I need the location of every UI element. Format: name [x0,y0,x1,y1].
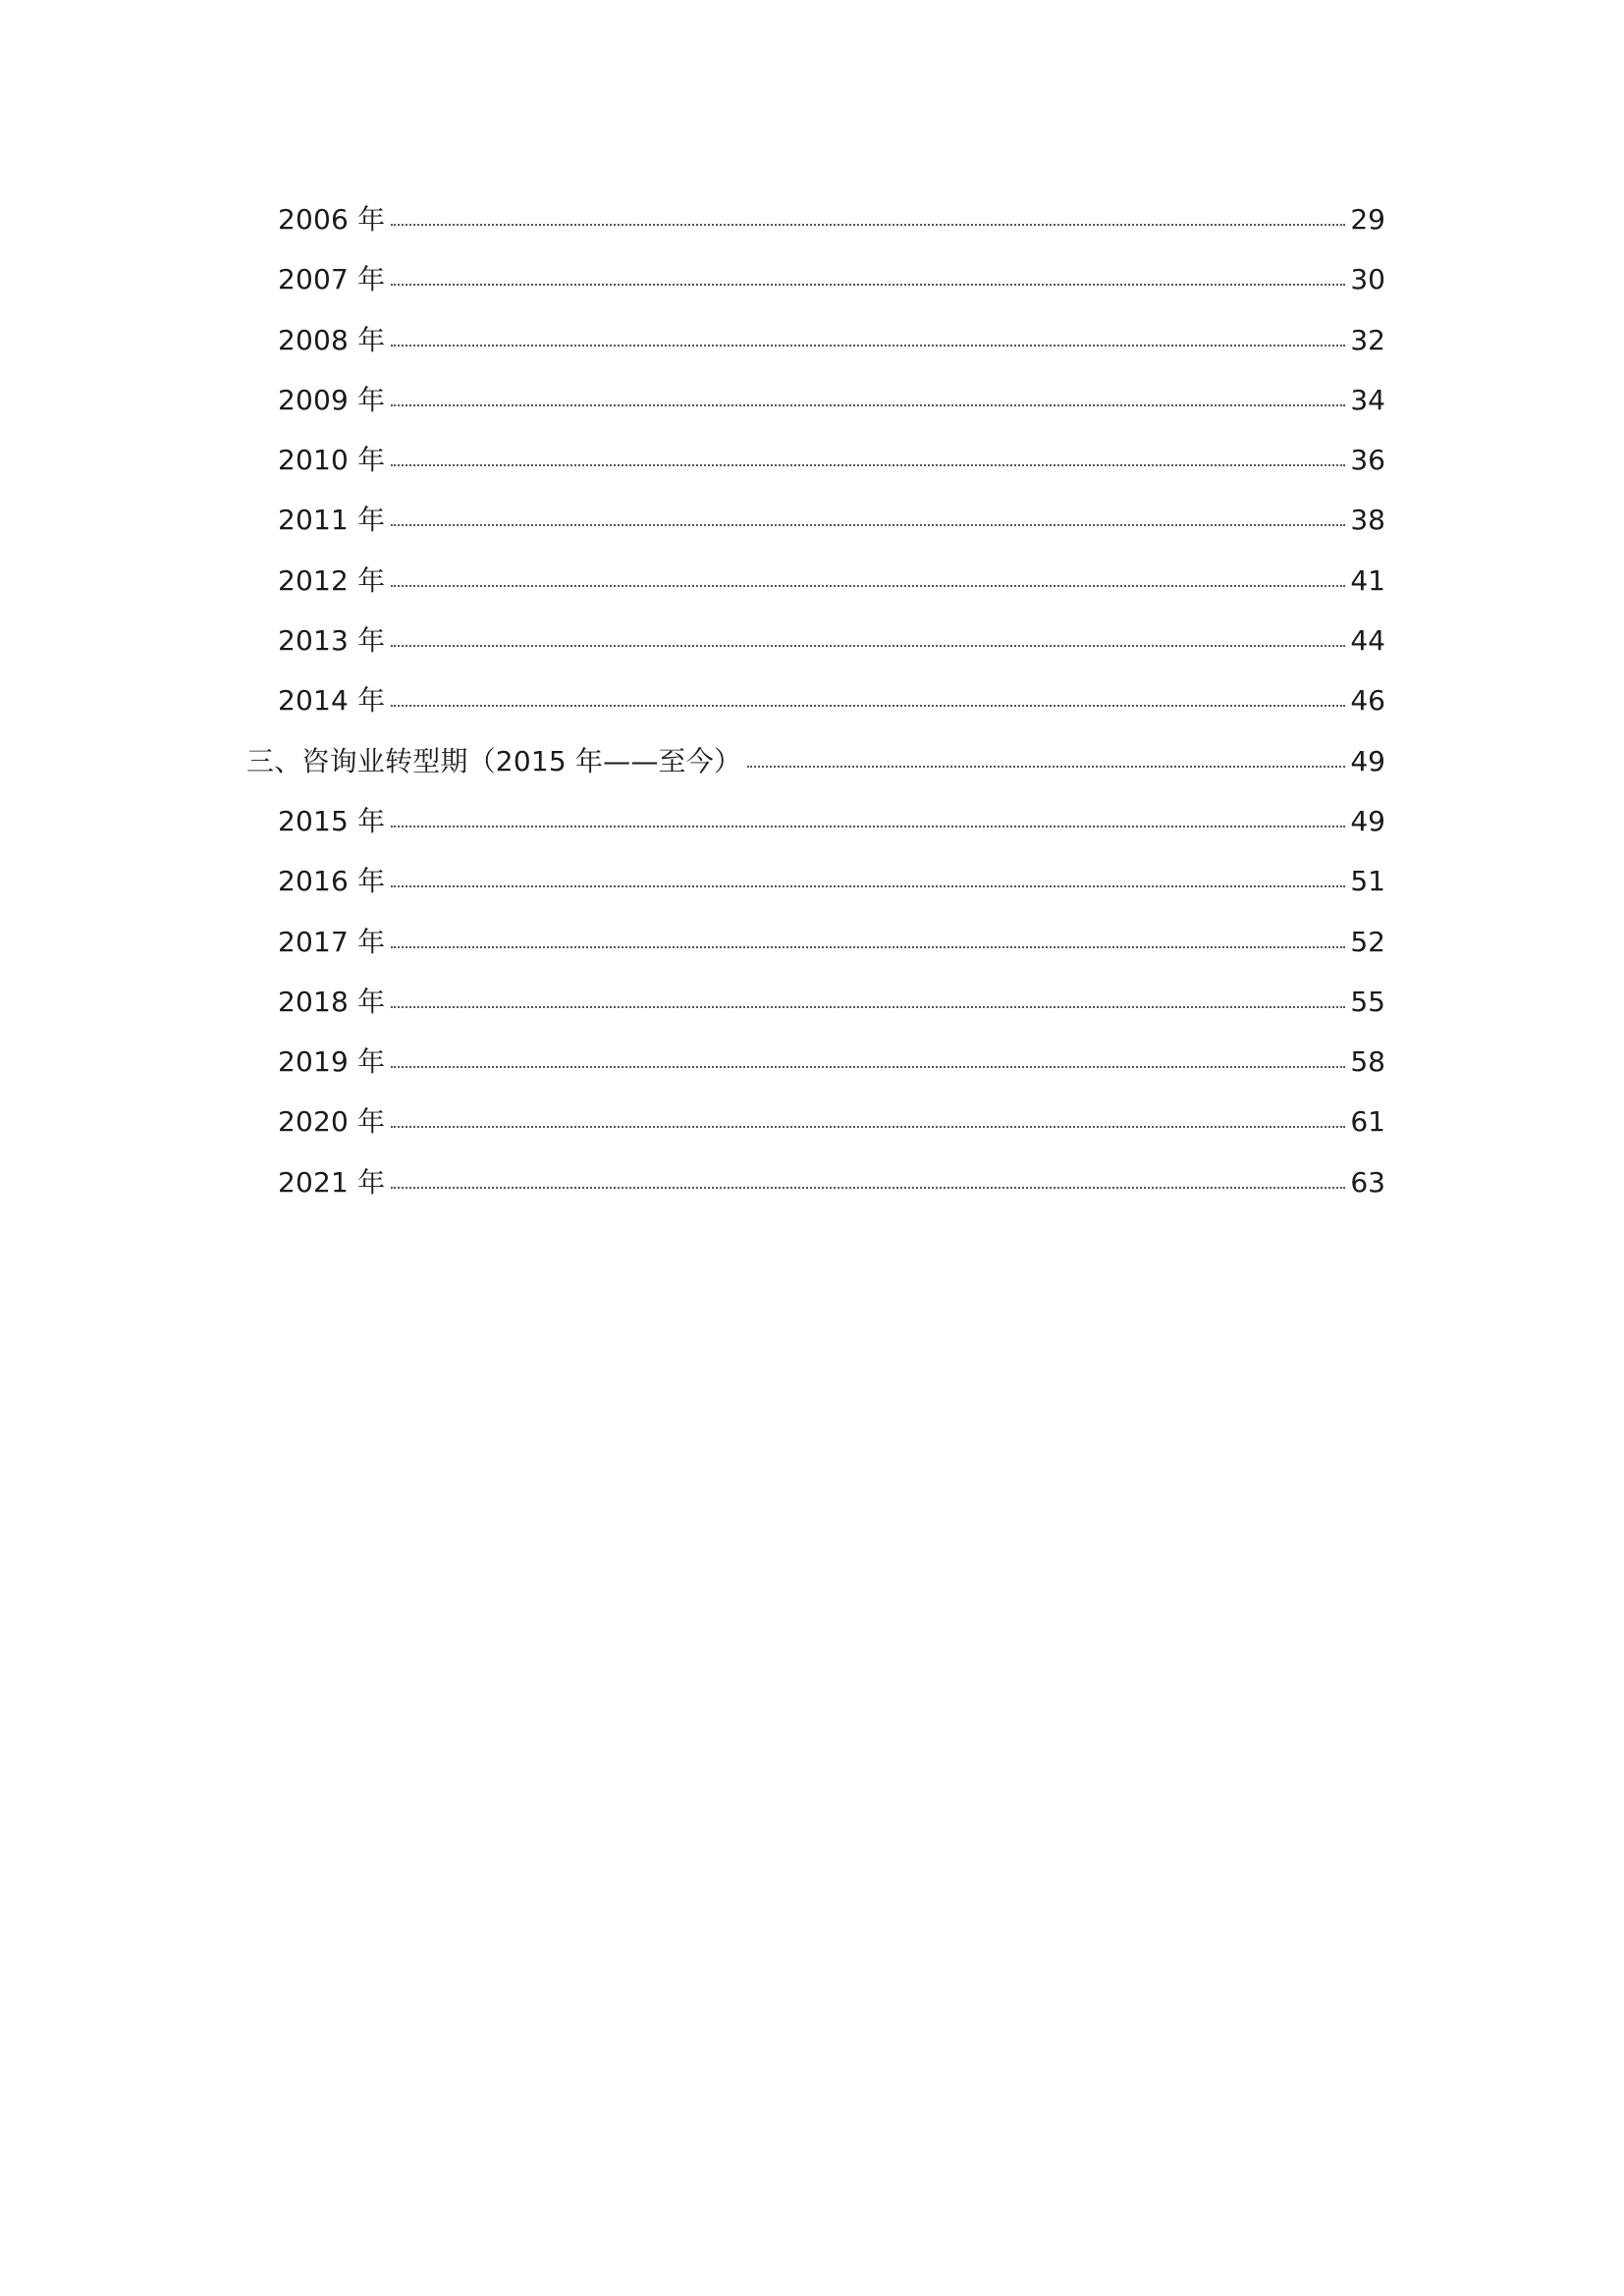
toc-entry-2008[interactable] [246,310,1385,370]
toc-dot-leader [391,223,1345,226]
toc-entry-label: 2012 年 [278,563,386,597]
toc-dot-leader [391,1125,1345,1128]
toc-dot-leader [747,765,1345,768]
toc-entry-2012[interactable] [246,551,1385,611]
toc-dot-leader [391,945,1345,948]
toc-entry-label: 2014 年 [278,684,386,718]
toc-entry-label: 2021 年 [278,1165,386,1199]
toc-dot-leader [391,344,1345,347]
toc-page-number: 29 [1350,203,1385,236]
toc-page-number: 44 [1350,624,1385,658]
toc-entry-2021[interactable] [246,1152,1385,1212]
toc-dot-leader [391,523,1345,526]
toc-dot-leader [391,584,1345,587]
toc-page-number: 36 [1350,444,1385,477]
toc-entry-label: 2020 年 [278,1105,386,1139]
toc-dot-leader [391,1065,1345,1068]
toc-dot-leader [391,644,1345,647]
toc-entry-2020[interactable] [246,1092,1385,1151]
toc-page-number: 30 [1350,263,1385,296]
toc-dot-leader [391,403,1345,406]
toc-page-number: 61 [1350,1105,1385,1139]
toc-entry-2010[interactable] [246,430,1385,490]
toc-entry-label: 2011 年 [278,504,386,537]
toc-entry-label: 2015 年 [278,804,386,837]
toc-entry-2014[interactable] [246,670,1385,730]
toc-dot-leader [391,884,1345,887]
toc-page-number: 34 [1350,383,1385,416]
toc-page-number: 55 [1350,985,1385,1018]
toc-entry-2019[interactable] [246,1032,1385,1092]
toc-page-number: 52 [1350,925,1385,958]
toc-entry-label: 三、咨询业转型期（2015 年——至今） [246,744,742,777]
toc-entry-label: 2019 年 [278,1045,386,1079]
toc-entry-label: 2008 年 [278,323,386,356]
toc-entry-label: 2006 年 [278,203,386,236]
toc-entry-2018[interactable] [246,972,1385,1032]
toc-page-number: 49 [1350,744,1385,777]
toc-dot-leader [391,1005,1345,1008]
toc-entry-label: 2018 年 [278,985,386,1018]
toc-entry-2016[interactable] [246,851,1385,911]
toc-entry-label: 2010 年 [278,444,386,477]
toc-section-heading[interactable] [246,731,1385,791]
toc-page-number: 58 [1350,1045,1385,1079]
toc-page-number: 63 [1350,1165,1385,1199]
toc-entry-label: 2016 年 [278,865,386,898]
toc-entry-label: 2007 年 [278,263,386,296]
toc-dot-leader [391,704,1345,707]
toc-entry-2007[interactable] [246,249,1385,309]
toc-entry-2011[interactable] [246,490,1385,550]
toc-entry-2015[interactable] [246,791,1385,851]
toc-page-number: 38 [1350,504,1385,537]
toc-dot-leader [391,825,1345,828]
toc-dot-leader [391,283,1345,286]
toc-dot-leader [391,463,1345,466]
toc-entry-2009[interactable] [246,370,1385,430]
toc-entry-2017[interactable] [246,912,1385,972]
toc-page-number: 41 [1350,563,1385,597]
toc-entry-label: 2009 年 [278,383,386,416]
toc-entry-2013[interactable] [246,611,1385,670]
toc-entry-2006[interactable] [246,189,1385,249]
toc-page-number: 49 [1350,804,1385,837]
toc-dot-leader [391,1186,1345,1189]
toc-entry-label: 2013 年 [278,624,386,658]
toc-page-number: 51 [1350,865,1385,898]
toc-page-number: 46 [1350,684,1385,718]
toc-page-number: 32 [1350,323,1385,356]
table-of-contents [246,189,1385,1212]
toc-entry-label: 2017 年 [278,925,386,958]
